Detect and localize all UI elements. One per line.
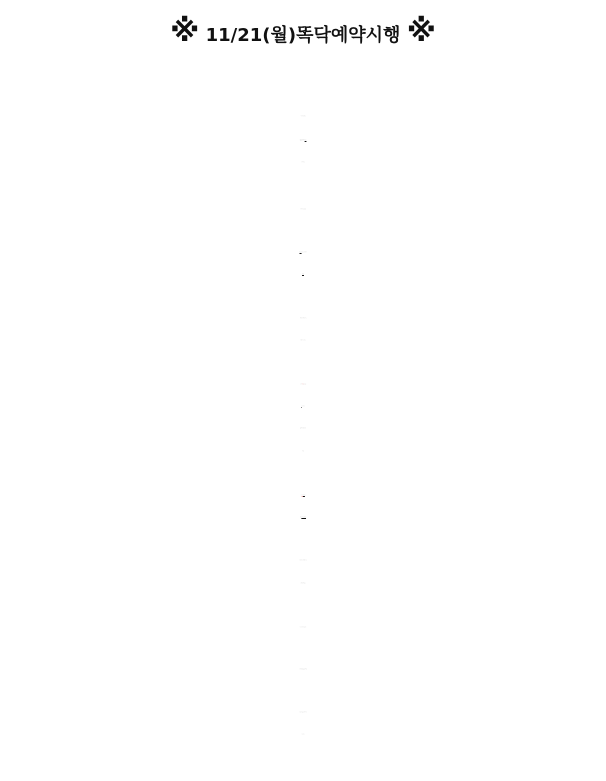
item-8-line-1 (0, 619, 606, 635)
item-1-line-1 (0, 108, 606, 124)
notice-title-text: 11/21(월)똑닥예약시행 (205, 25, 401, 46)
item-10-line-2 (0, 726, 606, 742)
item-5-line-1 (0, 376, 606, 392)
notice-title (0, 14, 606, 49)
item-3-line-2 (0, 266, 606, 282)
item-7-line-2 (0, 575, 606, 591)
item-9-line-1 (0, 661, 606, 677)
item-10-line-1 (0, 704, 606, 720)
item-6-line-1 (0, 487, 606, 503)
item-4-line-2 (0, 332, 606, 348)
item-1-line-3 (0, 154, 606, 170)
item-5-line-4 (0, 443, 606, 459)
item-6-line-2 (0, 509, 606, 525)
item-3-line-1 (0, 244, 606, 260)
reference-mark-right: ※ (406, 14, 436, 49)
item-2-line-1 (0, 201, 606, 217)
item-5-line-2 (0, 398, 606, 414)
reference-mark-left: ※ (170, 14, 200, 49)
item-4-line-1 (0, 310, 606, 326)
item-7-line-1 (0, 552, 606, 568)
item-5-line-3 (0, 420, 606, 436)
item-1-line-2 (0, 132, 606, 148)
